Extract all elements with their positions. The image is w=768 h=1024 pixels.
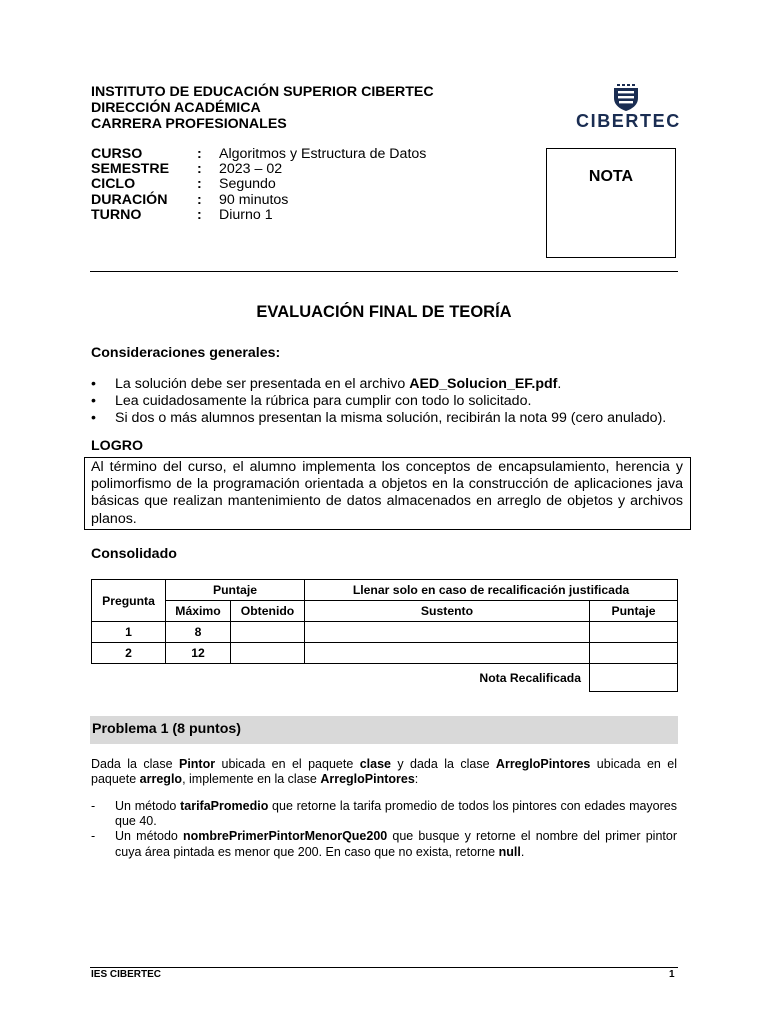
info-key: TURNO: [91, 206, 142, 223]
cell-puntaje[interactable]: [590, 643, 678, 664]
solution-filename: AED_Solucion_EF.pdf: [409, 376, 558, 392]
info-sep: :: [197, 206, 202, 223]
header-recalificacion: Llenar solo en caso de recalificación justificada: [305, 580, 678, 601]
cell-pregunta: 1: [92, 622, 166, 643]
problem-1-items: [91, 799, 677, 860]
info-value: Diurno 1: [219, 206, 273, 223]
header-maximo: Máximo: [166, 601, 231, 622]
info-sep: :: [197, 146, 202, 162]
header-obtenido: Obtenido: [231, 601, 305, 622]
list-item: • Si dos o más alumnos presentan la misma solución, recibirán la nota 99 (cero anulado).: [91, 410, 666, 427]
logro-box: Al término del curso, el alumno implementa los conceptos de encapsulamiento, herencia y polimorfismo de la programación orientada a objetos en la construcción de aplicaciones java básicas que realizan mantenimiento de datos almacenados en arreglo de objetos y archivos planos.: [84, 457, 691, 530]
problem-1-title: Problema 1 (8 puntos): [92, 721, 241, 737]
table-row-nota-recalificada: [92, 664, 678, 692]
list-item: • Lea cuidadosamente la rúbrica para cumplir con todo lo solicitado.: [91, 393, 666, 410]
info-key: CURSO: [91, 146, 143, 162]
institution-name: INSTITUTO DE EDUCACIÓN SUPERIOR CIBERTEC: [91, 84, 434, 100]
career-line: CARRERA PROFESIONALES: [91, 115, 287, 132]
footer-institution: IES CIBERTEC: [91, 969, 162, 980]
shield-emblem-icon: [576, 84, 676, 112]
cell-maximo: 12: [166, 643, 231, 664]
method-name: nombrePrimerPintorMenorQue200: [183, 829, 388, 844]
cell-sustento[interactable]: [305, 622, 590, 643]
problem-1-intro: Dada la clase Pintor ubicada en el paquete clase y dada la clase ArregloPintores ubicada en el paquete arreglo, implemente en la clase ArregloPintores:: [91, 757, 677, 787]
header-puntaje-recal: Puntaje: [590, 601, 678, 622]
list-item: • La solución debe ser presentada en el archivo AED_Solucion_EF.pdf.: [91, 376, 666, 393]
header-divider: [90, 271, 678, 272]
info-value: Algoritmos y Estructura de Datos: [219, 146, 427, 162]
nota-recalificada-cell[interactable]: [590, 664, 678, 692]
institution-header: [91, 85, 434, 132]
grade-box[interactable]: [546, 148, 676, 258]
header-sustento: Sustento: [305, 601, 590, 622]
logro-heading: LOGRO: [91, 438, 144, 454]
cell-pregunta: 2: [92, 643, 166, 664]
info-sep: :: [197, 161, 202, 178]
cell-maximo: 8: [166, 622, 231, 643]
considerations-heading: Consideraciones generales:: [91, 345, 281, 361]
problem-1-heading-bar: [90, 716, 678, 744]
page-number: 1: [669, 969, 675, 980]
method-name: tarifaPromedio: [180, 799, 269, 813]
cell-puntaje[interactable]: [590, 622, 678, 643]
nota-recalificada-label: Nota Recalificada: [479, 670, 581, 685]
header-pregunta: Pregunta: [92, 580, 166, 622]
cell-obtenido[interactable]: [231, 643, 305, 664]
consolidado-heading: Consolidado: [91, 546, 177, 562]
info-key: CICLO: [91, 176, 136, 193]
logo-wordmark: CIBERTEC: [576, 111, 681, 131]
info-key: DURACIÓN: [91, 191, 168, 208]
header-puntaje: Puntaje: [166, 580, 305, 601]
considerations-list: [91, 376, 666, 427]
info-sep: :: [197, 191, 202, 208]
cibertec-logo: [576, 84, 681, 131]
cell-sustento[interactable]: [305, 643, 590, 664]
info-key: SEMESTRE: [91, 161, 170, 178]
list-item: - Un método nombrePrimerPintorMenorQue200 que busque y retorne el nombre del primer pintor cuya área pintada es menor que 200. En caso que no exista, retorne null.: [91, 829, 677, 859]
info-value: 90 minutos: [219, 191, 289, 208]
info-value: 2023 – 02: [219, 161, 283, 178]
table-row: [92, 622, 678, 643]
grades-table: [91, 579, 678, 692]
exam-title: EVALUACIÓN FINAL DE TEORÍA: [256, 303, 512, 321]
footer-divider: [90, 967, 678, 968]
list-item: - Un método tarifaPromedio que retorne la tarifa promedio de todos los pintores con edades mayores que 40.: [91, 799, 677, 829]
info-sep: :: [197, 176, 202, 193]
academic-direction: DIRECCIÓN ACADÉMICA: [91, 99, 261, 116]
cell-obtenido[interactable]: [231, 622, 305, 643]
table-row: [92, 643, 678, 664]
info-value: Segundo: [219, 176, 276, 193]
grade-label: NOTA: [588, 168, 634, 185]
